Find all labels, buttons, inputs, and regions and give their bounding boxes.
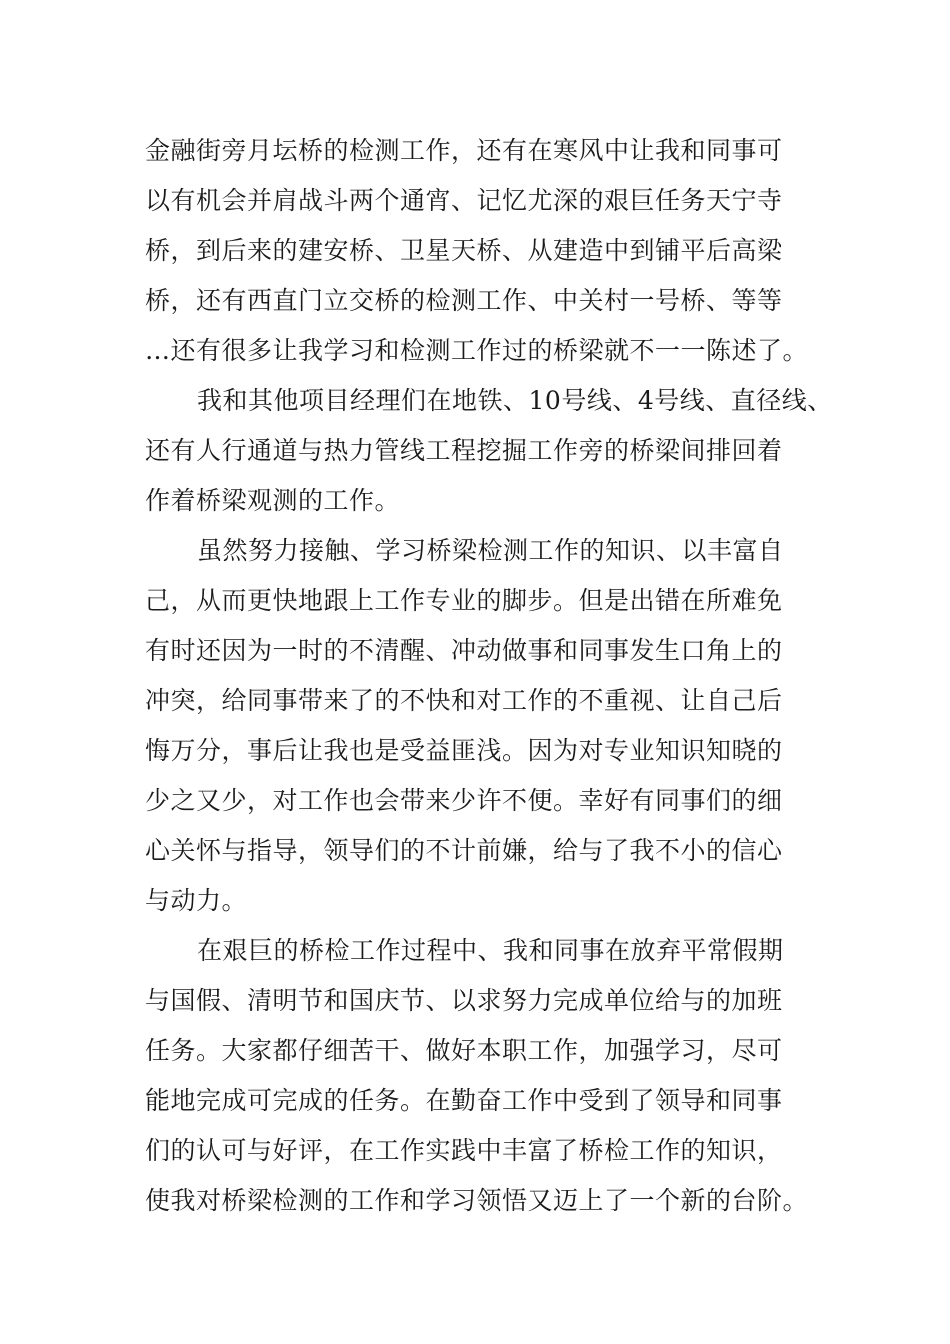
text-line: 与动力。 bbox=[145, 886, 248, 915]
text-line: 悔万分，事后让我也是受益匪浅。因为对专业知识知晓的 bbox=[145, 736, 783, 765]
text-line: 有时还因为一时的不清醒、冲动做事和同事发生口角上的 bbox=[145, 636, 783, 665]
text-line: 桥，还有西直门立交桥的检测工作、中关村一号桥、等等 bbox=[145, 286, 783, 315]
text-line: 己，从而更快地跟上工作专业的脚步。但是出错在所难免 bbox=[145, 586, 783, 615]
text-line: 桥，到后来的建安桥、卫星天桥、从建造中到铺平后高梁 bbox=[145, 236, 783, 265]
text-line: 以有机会并肩战斗两个通宵、记忆尤深的艰巨任务天宁寺 bbox=[145, 186, 783, 215]
text-line: 冲突，给同事带来了的不快和对工作的不重视、让自己后 bbox=[145, 686, 783, 715]
text-line: 能地完成可完成的任务。在勤奋工作中受到了领导和同事 bbox=[145, 1086, 783, 1115]
text-line: 使我对桥梁检测的工作和学习领悟又迈上了一个新的台阶。 bbox=[145, 1186, 809, 1215]
text-line: 金融街旁月坛桥的检测工作，还有在寒风中让我和同事可 bbox=[145, 136, 783, 165]
text-line: …还有很多让我学习和检测工作过的桥梁就不一一陈述了。 bbox=[145, 336, 809, 365]
text-line: 们的认可与好评，在工作实践中丰富了桥检工作的知识， bbox=[145, 1136, 783, 1165]
paragraph-first-line: 虽然努力接触、学习桥梁检测工作的知识、以丰富自 bbox=[197, 536, 784, 565]
body-text bbox=[145, 126, 833, 1226]
text-line: 少之又少，对工作也会带来少许不便。幸好有同事们的细 bbox=[145, 786, 783, 815]
text-line: 与国假、清明节和国庆节、以求努力完成单位给与的加班 bbox=[145, 986, 783, 1015]
paragraph-first-line: 在艰巨的桥检工作过程中、我和同事在放弃平常假期 bbox=[197, 936, 784, 965]
text-line: 还有人行通道与热力管线工程挖掘工作旁的桥梁间排回着 bbox=[145, 436, 783, 465]
paragraph-first-line: 我和其他项目经理们在地铁、10号线、4号线、直径线、 bbox=[197, 386, 833, 415]
text-line: 心关怀与指导，领导们的不计前嫌，给与了我不小的信心 bbox=[145, 836, 783, 865]
text-line: 作着桥梁观测的工作。 bbox=[145, 486, 401, 515]
text-line: 任务。大家都仔细苦干、做好本职工作，加强学习，尽可 bbox=[145, 1036, 783, 1065]
